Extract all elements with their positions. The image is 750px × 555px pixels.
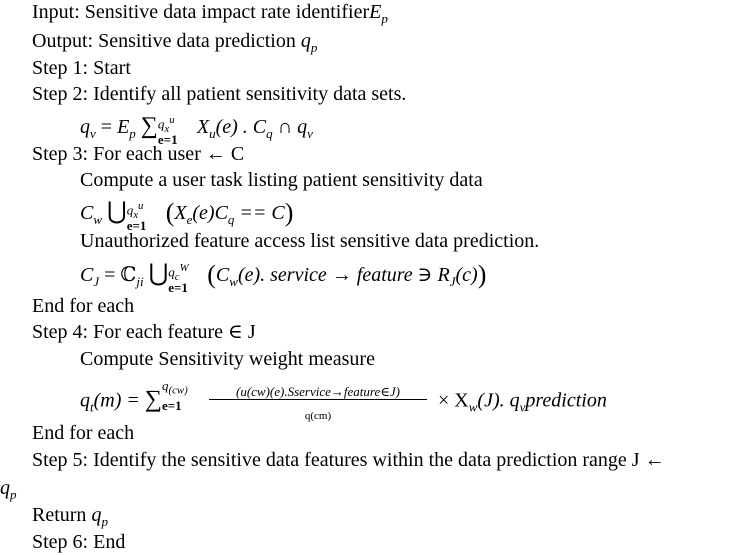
union-symbol-2: ⋃ <box>148 261 169 287</box>
input-variable: E <box>369 1 382 23</box>
union-limits-2: $q_c^W$ e=1 <box>168 262 189 295</box>
output-label: Output: Sensitive data prediction <box>32 30 301 52</box>
equation-4: $q_t(m)$ = ∑ $q_{(cw)}$ e=1 $\frac{\text{(u(cw)(e).Sservice→feature∈J)}}{q(cm)}$ × $X_w(J)$. $q_vprediction$ <box>80 378 607 422</box>
weight-fraction: $\frac{\text{(u(cw)(e).Sservice→feature∈J)}}{q(cm)}$ <box>207 380 429 424</box>
summation-symbol: ∑ <box>140 113 158 139</box>
summation-limits-2: $q_{(cw)}$ e=1 <box>162 378 188 413</box>
end-for-each-2: End for each <box>32 422 135 444</box>
summation-limits: $q_x^u$ e=1 <box>157 114 178 147</box>
equation-2: $C_w$ ⋃ $q_x^u$ e=1 $(X_e(e)C_q == C)$ <box>80 198 294 233</box>
union-symbol: ⋃ <box>107 199 127 225</box>
step-4: Step 4: For each feature ∈ J <box>32 321 256 343</box>
compute-sensitivity-weight: Compute Sensitivity weight measure <box>80 348 375 370</box>
input-label: Input: Sensitive data impact rate identifier <box>32 1 370 23</box>
step-2: Step 2: Identify all patient sensitivity data sets. <box>32 83 407 105</box>
end-for-each-1: End for each <box>32 295 135 317</box>
step-1: Step 1: Start <box>32 57 131 79</box>
output-line: Output: Sensitive data prediction $q_p$ <box>32 30 318 55</box>
input-line: Input: Sensitive data impact rate identifierE$_p$ <box>32 1 388 26</box>
equation-1: $q_v = E_p$ ∑ $q_x^u$ e=1 $X_u(e)$ . $C_q$ ∩ $q_v$ <box>80 113 313 147</box>
summation-symbol-2: ∑ <box>144 386 162 413</box>
equation-3: $C_J$ = ℂ$_{ji}$ ⋃ $q_c^W$ e=1 ($C_w(e)$. service → feature ∋ $R_J(c)$) <box>80 260 487 295</box>
step-6: Step 6: End <box>32 531 126 553</box>
return-line: Return $q_p$ <box>32 504 108 529</box>
union-limits: $q_x^u$ e=1 <box>126 200 147 233</box>
step-3: Step 3: For each user ← C <box>32 143 245 165</box>
step-5-continuation: $q_p$ <box>0 477 17 502</box>
unauthorized-feature-line: Unauthorized feature access list sensitive data prediction. <box>80 230 540 252</box>
step-5: Step 5: Identify the sensitive data features within the data prediction range J ← <box>32 449 665 471</box>
output-variable: q <box>300 30 311 52</box>
compute-user-task: Compute a user task listing patient sensitivity data <box>80 169 483 191</box>
